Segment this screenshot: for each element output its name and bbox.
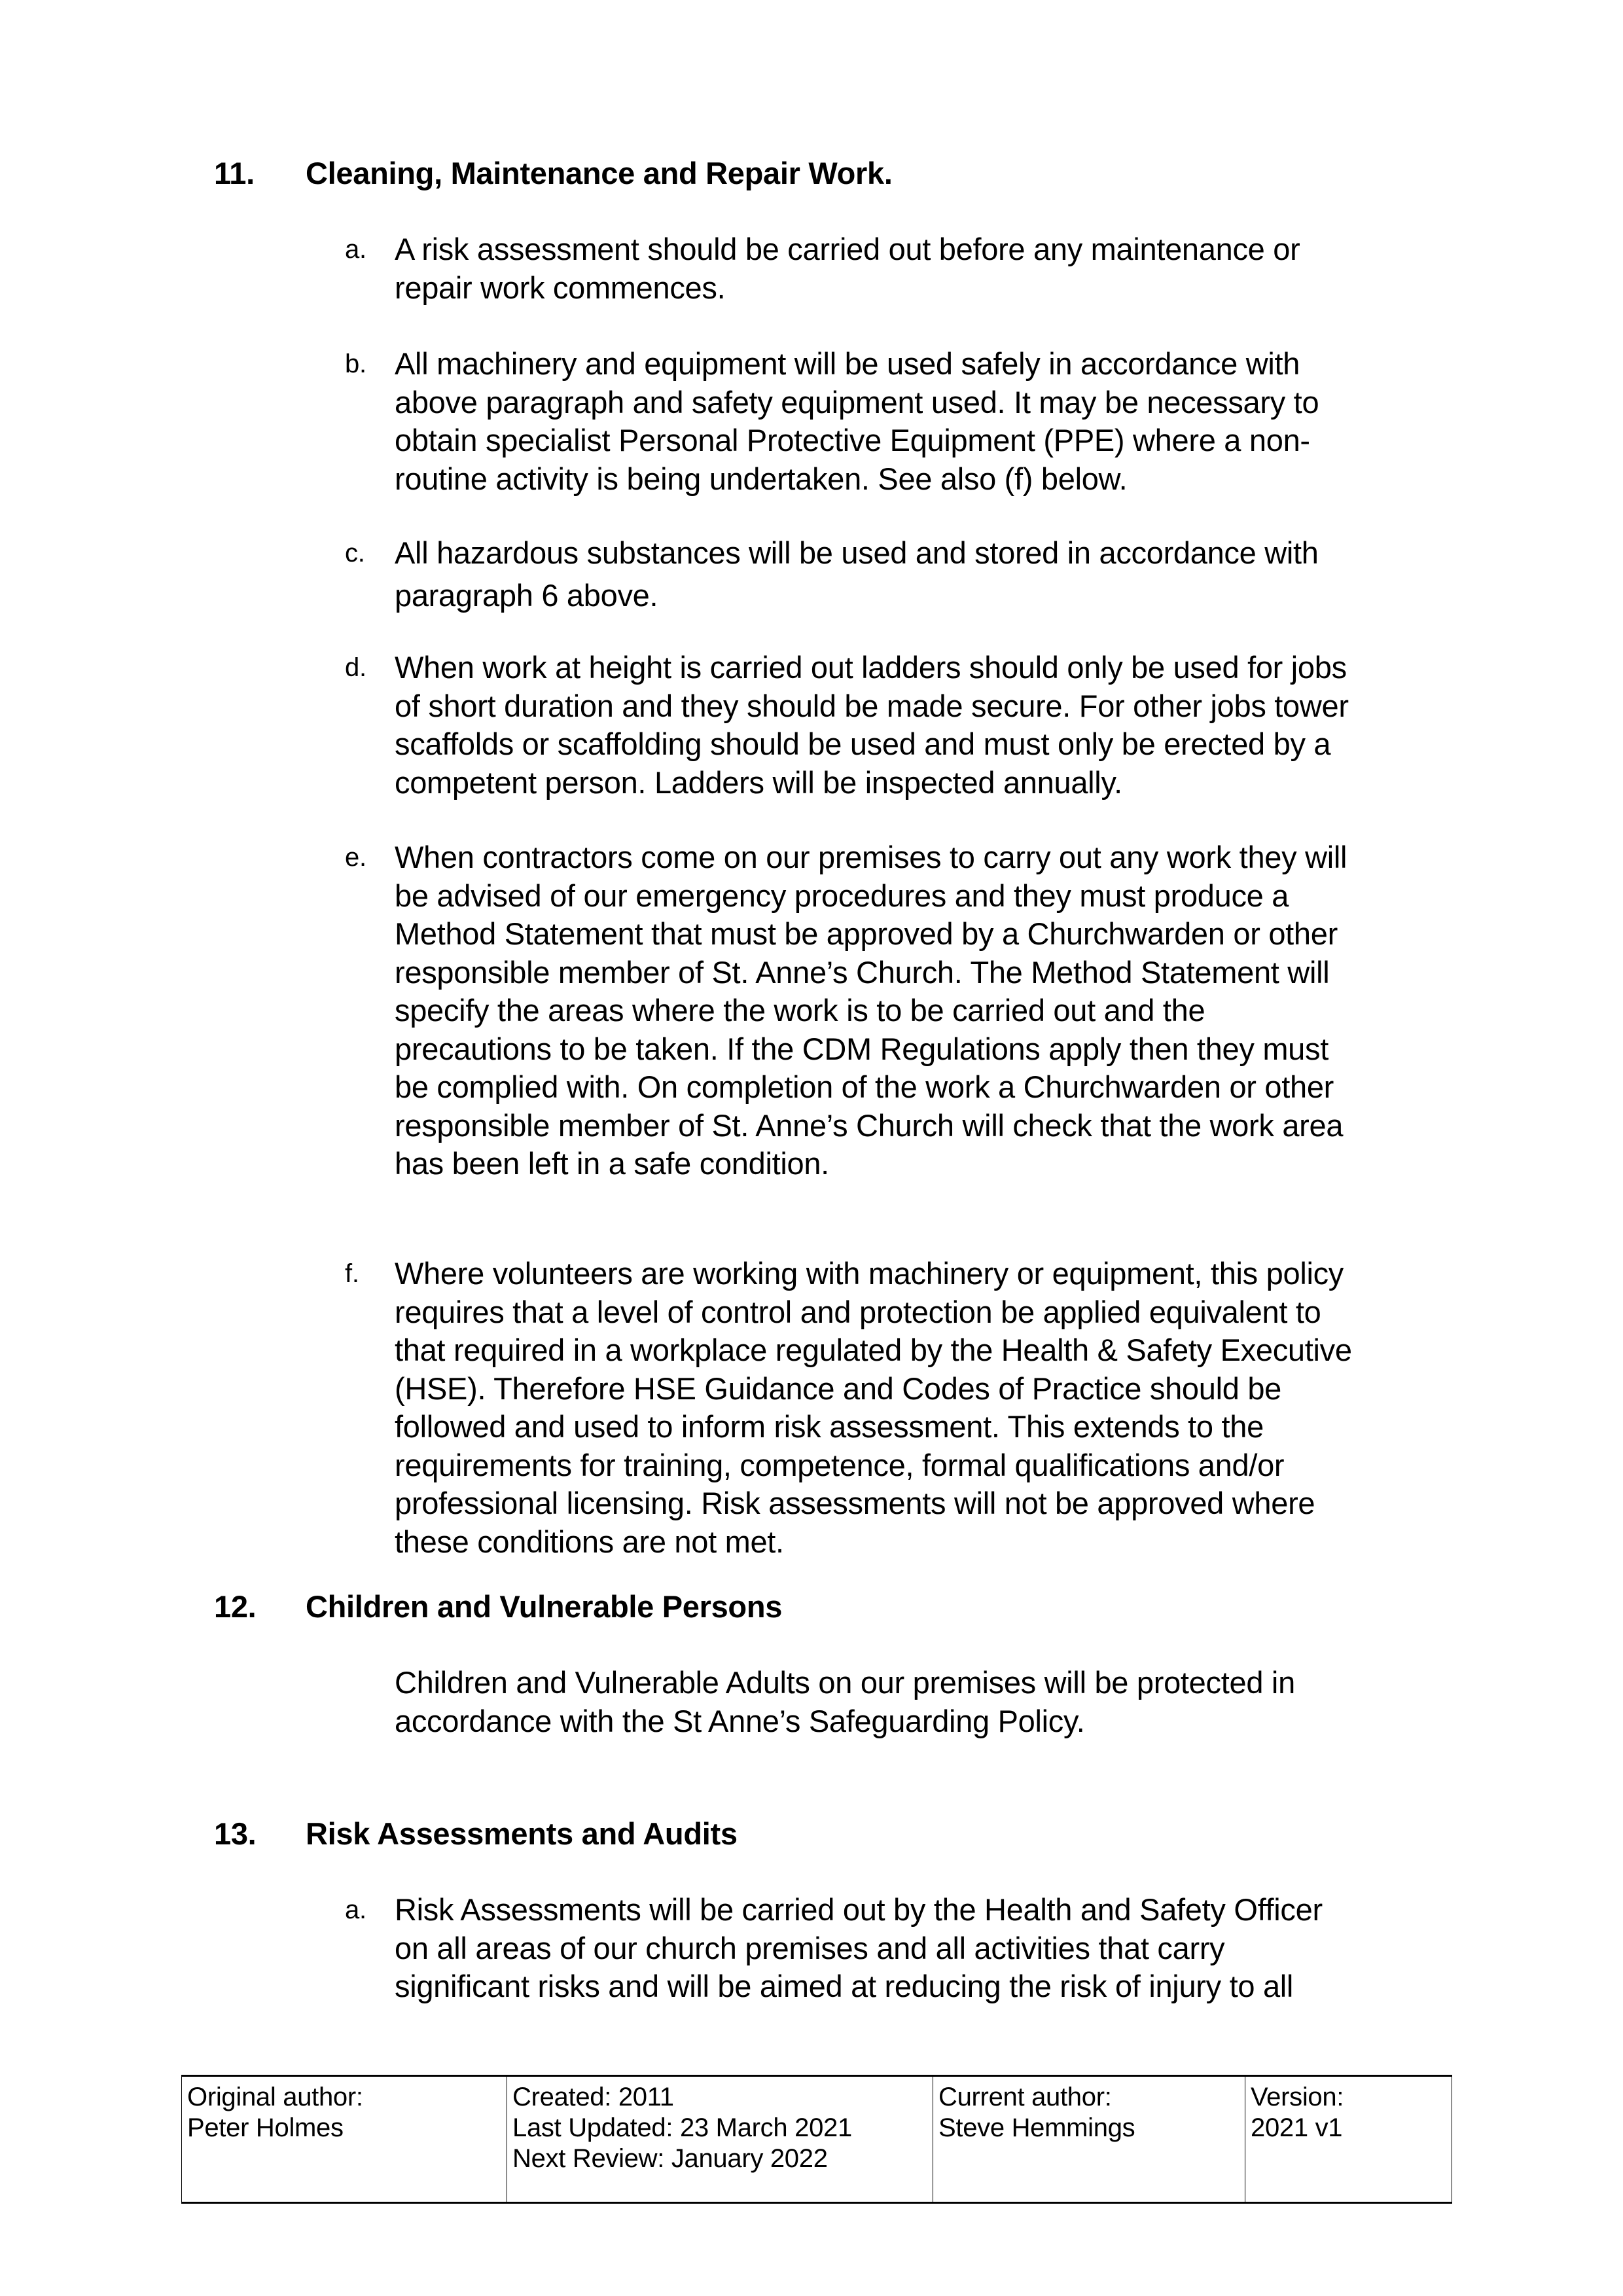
list-marker: f. (345, 1259, 359, 1288)
text-line: specify the areas where the work is to be carried out and the (395, 993, 1205, 1028)
list-item-13a (345, 1891, 1444, 2006)
footer-last-updated: Last Updated: 23 March 2021 (512, 2113, 852, 2142)
section-number: 13. (214, 1816, 257, 1851)
footer-label: Current author: (938, 2083, 1112, 2111)
text-line: these conditions are not met. (395, 1524, 784, 1559)
text-line: All machinery and equipment will be used safely in accordance with (395, 346, 1300, 381)
footer-label: Version: (1251, 2083, 1344, 2111)
text-line: Children and Vulnerable Adults on our premises will be protected in (395, 1665, 1295, 1700)
text-line: (HSE). Therefore HSE Guidance and Codes of Practice should be (395, 1371, 1282, 1406)
text-line: A risk assessment should be carried out before any maintenance or (395, 232, 1300, 266)
list-item-11b (345, 345, 1444, 498)
footer-next-review: Next Review: January 2022 (512, 2144, 828, 2173)
text-line: has been left in a safe condition. (395, 1146, 829, 1181)
footer-value: Steve Hemmings (938, 2113, 1135, 2142)
document-footer-table (181, 2075, 1452, 2204)
list-item-11f (345, 1255, 1444, 1561)
text-line: When work at height is carried out ladders should only be used for jobs (395, 650, 1347, 685)
section-heading-13 (214, 1815, 738, 1853)
text-line: on all areas of our church premises and all activities that carry (395, 1930, 1225, 1965)
text-line: be complied with. On completion of the work a Churchwarden or other (395, 1069, 1334, 1104)
footer-current-author (933, 2076, 1245, 2203)
text-line: responsible member of St. Anne’s Church will check that the work area (395, 1107, 1344, 1143)
text-line: accordance with the St Anne’s Safeguarding Policy. (395, 1703, 1085, 1738)
list-item-11d (345, 649, 1444, 802)
text-line: routine activity is being undertaken. See also (f) below. (395, 461, 1128, 496)
text-line: be advised of our emergency procedures and they must produce a (395, 878, 1289, 913)
section-number: 12. (214, 1589, 257, 1624)
list-item-11a (345, 230, 1444, 307)
footer-original-author (182, 2076, 507, 2203)
section-title: Cleaning, Maintenance and Repair Work. (306, 156, 893, 190)
list-item-11c (345, 534, 1444, 615)
text-line: Risk Assessments will be carried out by the Health and Safety Officer (395, 1892, 1323, 1927)
text-line: responsible member of St. Anne’s Church. The Method Statement will (395, 954, 1330, 990)
footer-version (1245, 2076, 1452, 2203)
list-item-11e (345, 838, 1444, 1183)
section-title: Children and Vulnerable Persons (306, 1589, 783, 1624)
text-line: precautions to be taken. If the CDM Regulations apply then they must (395, 1031, 1329, 1066)
text-line: competent person. Ladders will be inspected annually. (395, 764, 1122, 800)
section-number: 11. (214, 156, 255, 190)
text-line: Method Statement that must be approved by a Churchwarden or other (395, 916, 1338, 951)
text-line: that required in a workplace regulated by the Health & Safety Executive (395, 1333, 1352, 1367)
list-marker: a. (345, 235, 366, 264)
text-line: requirements for training, competence, formal qualifications and/or (395, 1447, 1285, 1482)
text-line: When contractors come on our premises to carry out any work they will (395, 840, 1347, 874)
text-line: significant risks and will be aimed at reducing the risk of injury to all (395, 1969, 1294, 2003)
text-line: of short duration and they should be made secure. For other jobs tower (395, 688, 1349, 723)
text-line: scaffolds or scaffolding should be used and must only be erected by a (395, 726, 1331, 761)
text-line: requires that a level of control and protection be applied equivalent to (395, 1294, 1321, 1329)
section-title: Risk Assessments and Audits (306, 1816, 738, 1851)
section-heading-11 (214, 154, 893, 192)
list-marker: b. (345, 350, 366, 378)
text-line: professional licensing. Risk assessments will not be approved where (395, 1486, 1315, 1520)
text-line: obtain specialist Personal Protective Equipment (PPE) where a non- (395, 423, 1310, 457)
text-line: Where volunteers are working with machinery or equipment, this policy (395, 1256, 1344, 1291)
list-marker: c. (345, 539, 365, 567)
footer-created: Created: 2011 (512, 2083, 674, 2111)
list-marker: a. (345, 1895, 366, 1924)
footer-label: Original author: (187, 2083, 363, 2111)
section-heading-12 (214, 1588, 782, 1626)
text-line: repair work commences. (395, 270, 726, 305)
footer-value: 2021 v1 (1251, 2113, 1343, 2142)
section-12-paragraph (395, 1664, 1442, 1740)
text-line: followed and used to inform risk assessment. This extends to the (395, 1409, 1264, 1444)
text-line: All hazardous substances will be used and stored in accordance with (395, 535, 1319, 570)
text-line: above paragraph and safety equipment used. It may be necessary to (395, 384, 1319, 420)
list-marker: e. (345, 843, 366, 872)
footer-value: Peter Holmes (187, 2113, 344, 2142)
footer-dates (507, 2076, 933, 2203)
text-line: paragraph 6 above. (395, 577, 658, 613)
list-marker: d. (345, 653, 366, 682)
